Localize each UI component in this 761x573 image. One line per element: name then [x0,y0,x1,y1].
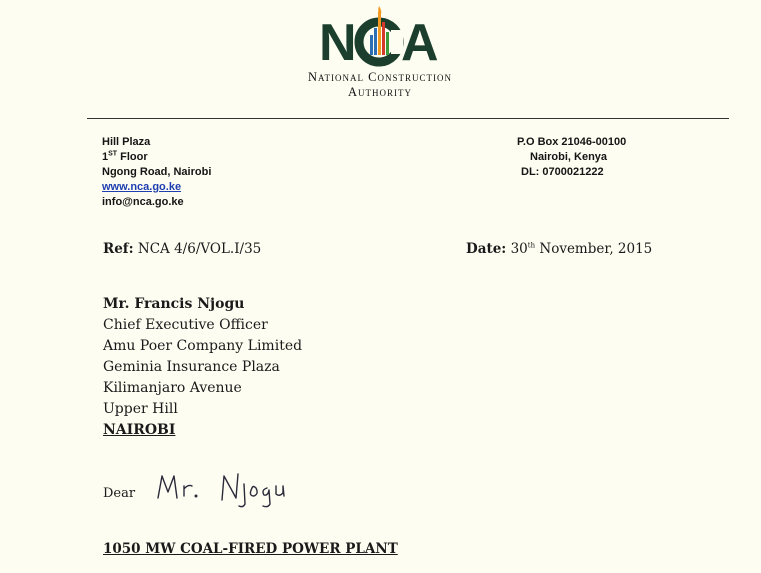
address-left [102,135,211,210]
address-right [517,135,626,180]
recipient-building: Geminia Insurance Plaza [103,359,280,375]
logo-line-1: National Construction [308,70,452,84]
logo-line-2: Authority [347,85,413,99]
recipient-block [103,294,302,441]
handwritten-salutation [152,466,302,510]
address-email: info@nca.go.ke [102,196,184,208]
recipient-area: Upper Hill [103,401,178,417]
recipient-company: Amu Poer Company Limited [103,338,303,354]
svg-text:A: A [401,14,439,68]
reference-line: Ref: NCA 4/6/VOL.I/35 [103,241,262,257]
address-floor: 1ST Floor [102,150,148,163]
nca-logo [270,2,490,102]
salutation-dear: Dear [103,486,136,501]
recipient-city: NAIROBI [103,422,176,438]
website-link[interactable]: www.nca.go.ke [102,181,182,193]
recipient-name: Mr. Francis Njogu [103,296,245,312]
date-line: Date: 30th November, 2015 [466,241,653,257]
address-phone: DL: 0700021222 [521,166,604,178]
header-rule [87,118,729,119]
letter-subject: 1050 MW COAL-FIRED POWER PLANT [103,541,398,557]
address-building: Hill Plaza [102,136,151,148]
address-road: Ngong Road, Nairobi [102,166,212,178]
address-pobox: P.O Box 21046-00100 [517,136,627,148]
recipient-street: Kilimanjaro Avenue [103,380,242,396]
svg-text:N: N [319,14,357,68]
recipient-title: Chief Executive Officer [103,317,268,333]
nca-emblem [317,2,443,68]
c-ring-emblem [359,6,403,62]
address-city: Nairobi, Kenya [530,151,608,163]
